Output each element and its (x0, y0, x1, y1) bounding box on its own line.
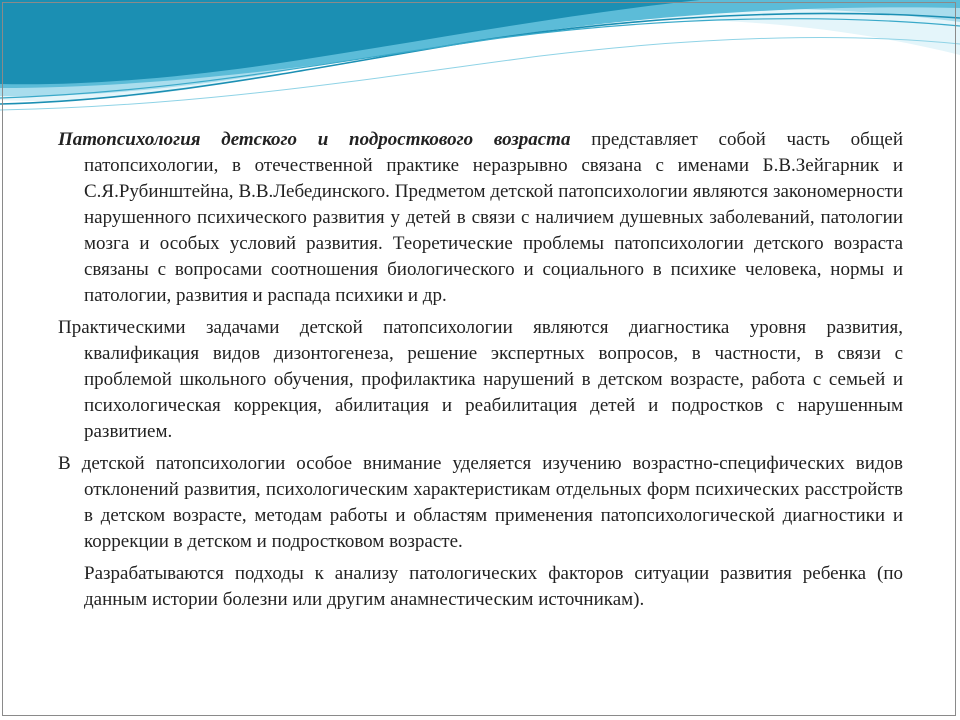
highlighted-term: Патопсихология детского и подросткового возраста (58, 129, 571, 150)
slide-body (58, 127, 903, 619)
paragraph-1-text: представляет собой часть общей патопсихологии, в отечественной практике неразрывно связана с именами Б.В.Зейгарник и С.Я.Рубинштейна, В.В.Лебединского. Предметом детской патопсихологии являются закономерности нарушенного психического развития у детей в связи с наличием душевных заболеваний, патологии мозга и особых условий развития. Теоретические проблемы патопсихологии детского возраста связаны с вопросами соотношения биологического и социального в психике человека, нормы и патологии, развития и распада психики и др. (84, 129, 904, 306)
paragraph-3: В детской патопсихологии особое внимание уделяется изучению возрастно-специфических видов отклонений развития, психологическим характеристикам отдельных форм психических расстройств в детском возрасте, методам работы и областям применения патопсихологической диагностики и коррекции в детском и подростковом возрасте. (58, 453, 903, 552)
paragraph-1 (58, 127, 903, 309)
paragraph-4: Разрабатываются подходы к анализу патологических факторов ситуации развития ребенка (по данным истории болезни или другим анамнестическим источникам). (84, 563, 903, 610)
paragraph-2: Практическими задачами детской патопсихологии являются диагностика уровня развития, квалификация видов дизонтогенеза, решение экспертных вопросов, в частности, в связи с проблемой школьного обучения, профилактика нарушений в детском возрасте, работа с семьей и психологическая коррекция, абилитация и реабилитация детей и подростков с нарушенным развитием. (58, 317, 903, 442)
